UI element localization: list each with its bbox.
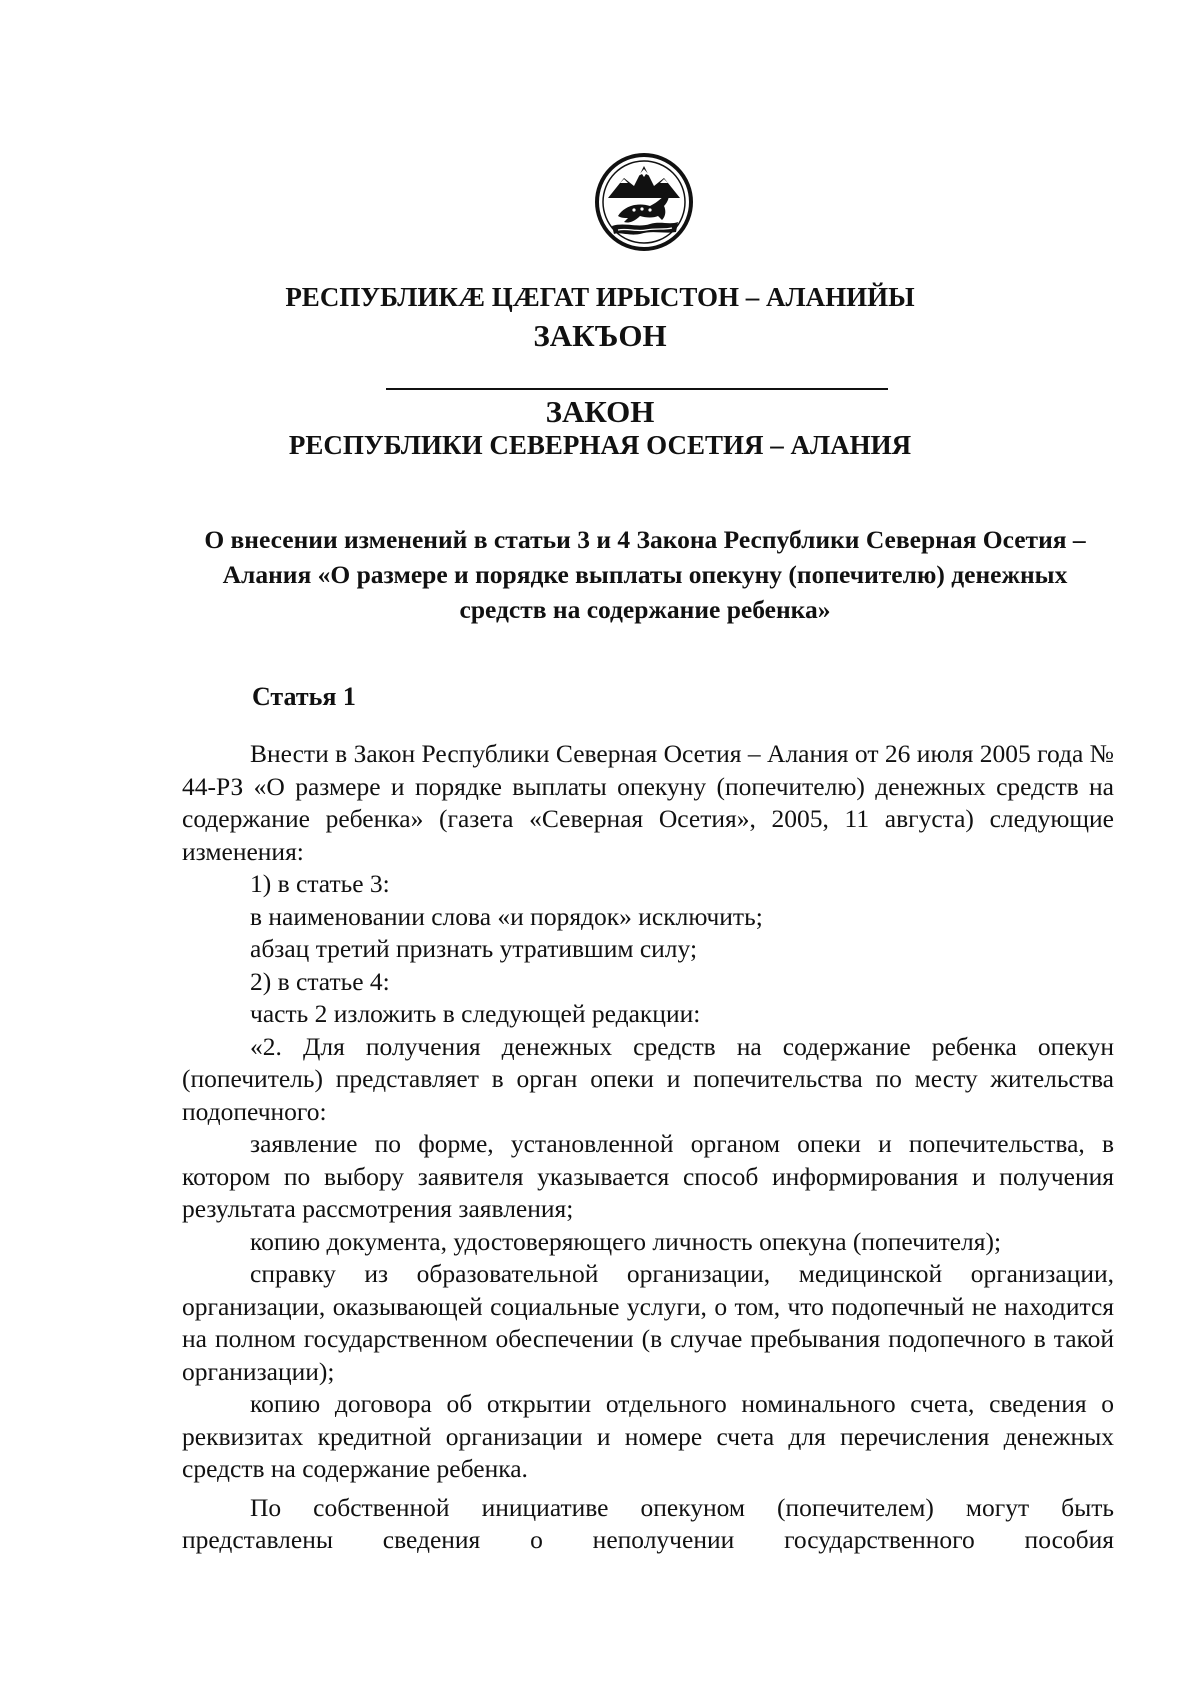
article-body	[182, 738, 1114, 1557]
body-list-item: в наименовании слова «и порядок» исключить;	[250, 901, 763, 931]
body-list-item: часть 2 изложить в следующей редакции:	[250, 999, 701, 1028]
body-paragraph: «2. Для получения денежных средств на содержание ребенка опекун (попечитель) представляет в орган опеки и попечительства по месту жительства подопечного:	[182, 1031, 1114, 1126]
article-heading: Статья 1	[252, 682, 356, 711]
ossetian-header-line2: ЗАКЪОН	[533, 318, 667, 353]
body-paragraph: копию документа, удостоверяющего личность опекуна (попечителя);	[250, 1226, 1002, 1256]
body-list-item: 1) в статье 3:	[250, 869, 390, 898]
header-divider	[386, 388, 888, 390]
body-paragraph: заявление по форме, установленной органом опеки и попечительства, в котором по выбору заявителя указывается способ информирования и получения результата рассмотрения заявления;	[182, 1129, 1114, 1223]
law-title: О внесении изменений в статьи 3 и 4 Закона Республики Северная Осетия – Алания «О размере и порядке выплаты опекуну (попечителю) денежных средств на содержание ребенка»	[204, 525, 1086, 624]
body-paragraph: Внести в Закон Республики Северная Осетия – Алания от 26 июля 2005 года № 44-РЗ «О размере и порядке выплаты опекуну (попечителю) денежных средств на содержание ребенка» (газета «Северная Осетия», 2005, 11 августа) следующие изменения:	[182, 739, 1114, 866]
body-paragraph: справку из образовательной организации, медицинской организации, организации, оказывающей социальные услуги, о том, что подопечный не находится на полном государственном обеспечении (в случае пребывания подопечного в такой организации);	[182, 1259, 1114, 1386]
body-paragraph: копию договора об открытии отдельного номинального счета, сведения о реквизитах кредитной организации и номере счета для перечисления денежных средств на содержание ребенка.	[182, 1389, 1114, 1483]
body-list-item: абзац третий признать утратившим силу;	[250, 934, 698, 963]
ossetian-header-line1: РЕСПУБЛИКӔ ЦӔГАТ ИРЫСТОН – АЛАНИЙЫ	[285, 282, 915, 312]
russian-header-line2: РЕСПУБЛИКИ СЕВЕРНАЯ ОСЕТИЯ – АЛАНИЯ	[288, 430, 912, 460]
russian-header-line1: ЗАКОН	[545, 394, 655, 429]
body-list-item: 2) в статье 4:	[250, 966, 390, 996]
body-paragraph: По собственной инициативе опекуном (попечителем) могут быть представлены сведения о неполучении государственного пособия	[182, 1492, 1114, 1554]
coat-of-arms-icon	[594, 152, 694, 252]
